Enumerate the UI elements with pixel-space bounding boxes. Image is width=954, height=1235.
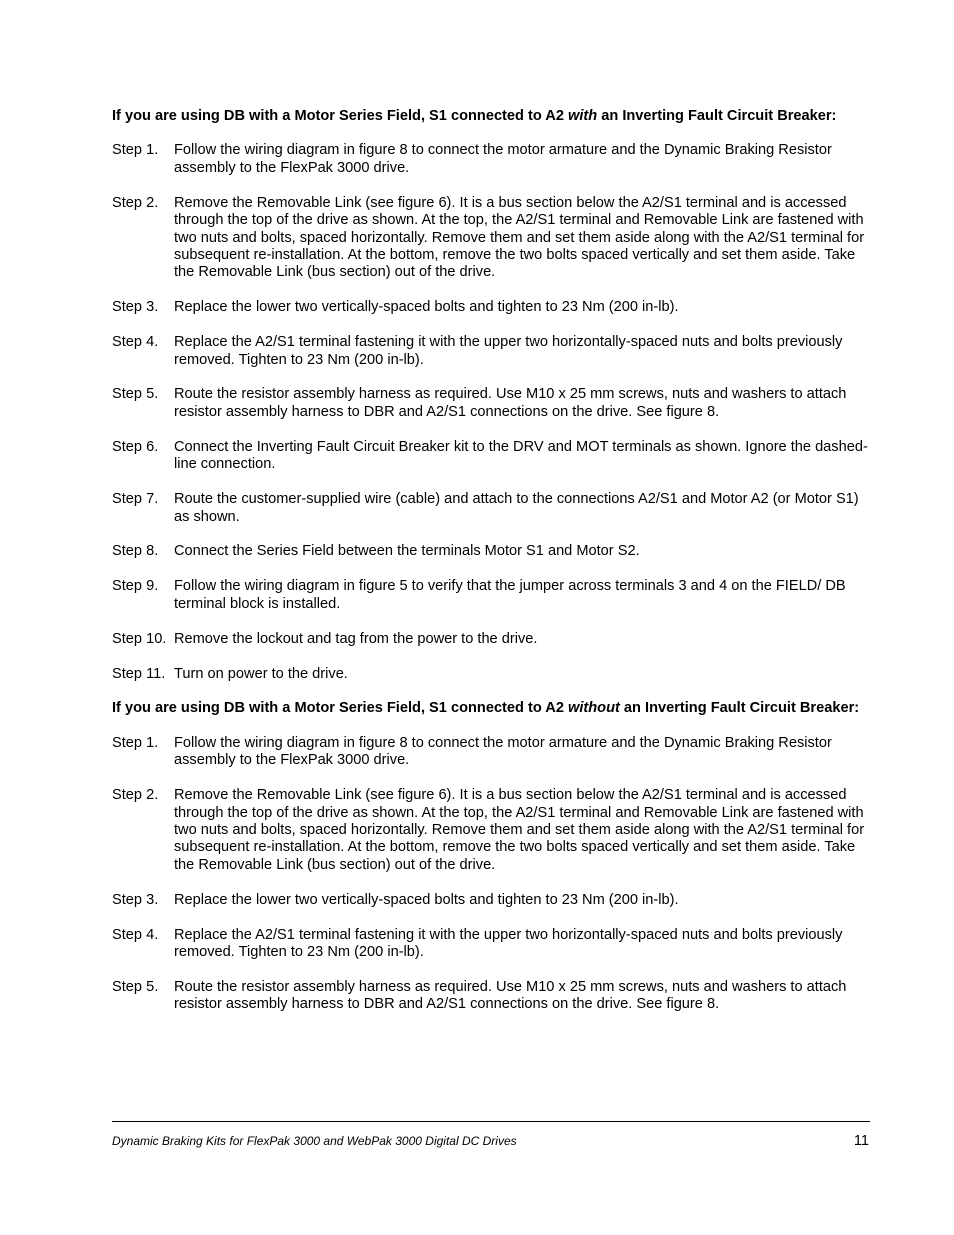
step-number: Step 6.	[112, 438, 159, 455]
heading-text: an Inverting Fault Circuit Breaker:	[597, 108, 837, 124]
step-item	[112, 543, 872, 560]
step-item	[112, 979, 872, 1014]
step-number: Step 3.	[112, 299, 159, 316]
step-number: Step 5.	[112, 978, 159, 995]
page-content	[112, 108, 872, 1031]
step-number: Step 1.	[112, 142, 159, 159]
step-number: Step 2.	[112, 787, 159, 804]
step-item	[112, 927, 872, 962]
step-text: Replace the lower two vertically-spaced bolts and tighten to 23 Nm (200 in-lb).	[174, 891, 679, 908]
step-text: Route the resistor assembly harness as required. Use M10 x 25 mm screws, nuts and washers to attach resistor assembly harness to DBR and A2/S1 connections on the drive. See figure 8.	[174, 386, 847, 420]
section-heading-without-breaker	[112, 700, 872, 717]
heading-text: If you are using DB with a Motor Series Field, S1 connected to A2	[112, 108, 568, 124]
step-item	[112, 892, 872, 909]
heading-text: If you are using DB with a Motor Series Field, S1 connected to A2	[112, 700, 568, 717]
heading-emphasis: with	[568, 108, 598, 124]
step-item	[112, 195, 872, 282]
step-item	[112, 578, 872, 613]
step-item	[112, 439, 872, 474]
step-number: Step 10.	[112, 630, 167, 647]
step-number: Step 4.	[112, 926, 159, 943]
step-item	[112, 142, 872, 177]
step-number: Step 9.	[112, 578, 159, 595]
step-item	[112, 386, 872, 421]
step-text: Route the resistor assembly harness as required. Use M10 x 25 mm screws, nuts and washers to attach resistor assembly harness to DBR and A2/S1 connections on the drive. See figure 8.	[174, 978, 847, 1013]
step-text: Replace the A2/S1 terminal fastening it with the upper two horizontally-spaced nuts and bolts previously removed. Tighten to 23 Nm (200 in-lb).	[174, 926, 843, 960]
step-text: Follow the wiring diagram in figure 8 to connect the motor armature and the Dynamic Braking Resistor assembly to the FlexPak 3000 drive.	[174, 142, 832, 176]
step-text: Remove the Removable Link (see figure 6). It is a bus section below the A2/S1 terminal and is accessed through the top of the drive as shown. At the top, the A2/S1 terminal and Removable Link are fastened with two nuts and bolts, spaced horizontally. Remove them and set them aside along with the A2/S1 terminal for subsequent re-installation. At the bottom, remove the two bolts spaced vertically and set them aside. Take the Removable Link (bus section) out of the drive.	[174, 194, 865, 281]
step-text: Remove the lockout and tag from the power to the drive.	[174, 630, 538, 647]
step-text: Remove the Removable Link (see figure 6). It is a bus section below the A2/S1 terminal and is accessed through the top of the drive as shown. At the top, the A2/S1 terminal and Removable Link are fastened with two nuts and bolts, spaced horizontally. Remove them and set them aside along with the A2/S1 terminal for subsequent re-installation. At the bottom, remove the two bolts spaced vertically and set them aside. Take the Removable Link (bus section) out of the drive.	[174, 787, 865, 873]
step-item	[112, 299, 872, 316]
section-heading-with-breaker	[112, 108, 872, 125]
step-text: Route the customer-supplied wire (cable) and attach to the connections A2/S1 and Motor A2 (or Motor S1) as shown.	[174, 491, 859, 525]
heading-emphasis: without	[568, 700, 620, 717]
heading-text: an Inverting Fault Circuit Breaker:	[619, 700, 860, 717]
step-number: Step 1.	[112, 734, 159, 751]
step-text: Follow the wiring diagram in figure 8 to connect the motor armature and the Dynamic Braking Resistor assembly to the FlexPak 3000 drive.	[174, 734, 832, 769]
step-item	[112, 735, 872, 770]
step-number: Step 11.	[112, 665, 166, 682]
step-number: Step 7.	[112, 491, 159, 508]
step-text: Replace the lower two vertically-spaced bolts and tighten to 23 Nm (200 in-lb).	[174, 299, 679, 316]
step-text: Connect the Inverting Fault Circuit Breaker kit to the DRV and MOT terminals as shown. Ignore the dashed-line connection.	[174, 438, 868, 473]
step-number: Step 2.	[112, 194, 159, 211]
step-number: Step 4.	[112, 334, 159, 351]
steps-list-with-breaker	[112, 142, 872, 683]
steps-list-without-breaker	[112, 735, 872, 1014]
step-number: Step 8.	[112, 543, 159, 560]
step-text: Turn on power to the drive.	[174, 665, 348, 682]
step-item	[112, 334, 872, 369]
step-number: Step 5.	[112, 386, 159, 403]
step-text: Follow the wiring diagram in figure 5 to verify that the jumper across terminals 3 and 4 on the FIELD/ DB terminal block is installed.	[174, 578, 846, 612]
step-number: Step 3.	[112, 891, 159, 908]
step-item	[112, 787, 872, 874]
step-item	[112, 666, 872, 683]
step-text: Replace the A2/S1 terminal fastening it with the upper two horizontally-spaced nuts and bolts previously removed. Tighten to 23 Nm (200 in-lb).	[174, 334, 843, 368]
step-item	[112, 491, 872, 526]
footer-divider	[112, 1121, 870, 1122]
page-number: 11	[853, 1133, 869, 1149]
step-item	[112, 631, 872, 648]
step-text: Connect the Series Field between the terminals Motor S1 and Motor S2.	[174, 543, 640, 560]
footer-title: Dynamic Braking Kits for FlexPak 3000 and WebPak 3000 Digital DC Drives	[112, 1134, 517, 1148]
